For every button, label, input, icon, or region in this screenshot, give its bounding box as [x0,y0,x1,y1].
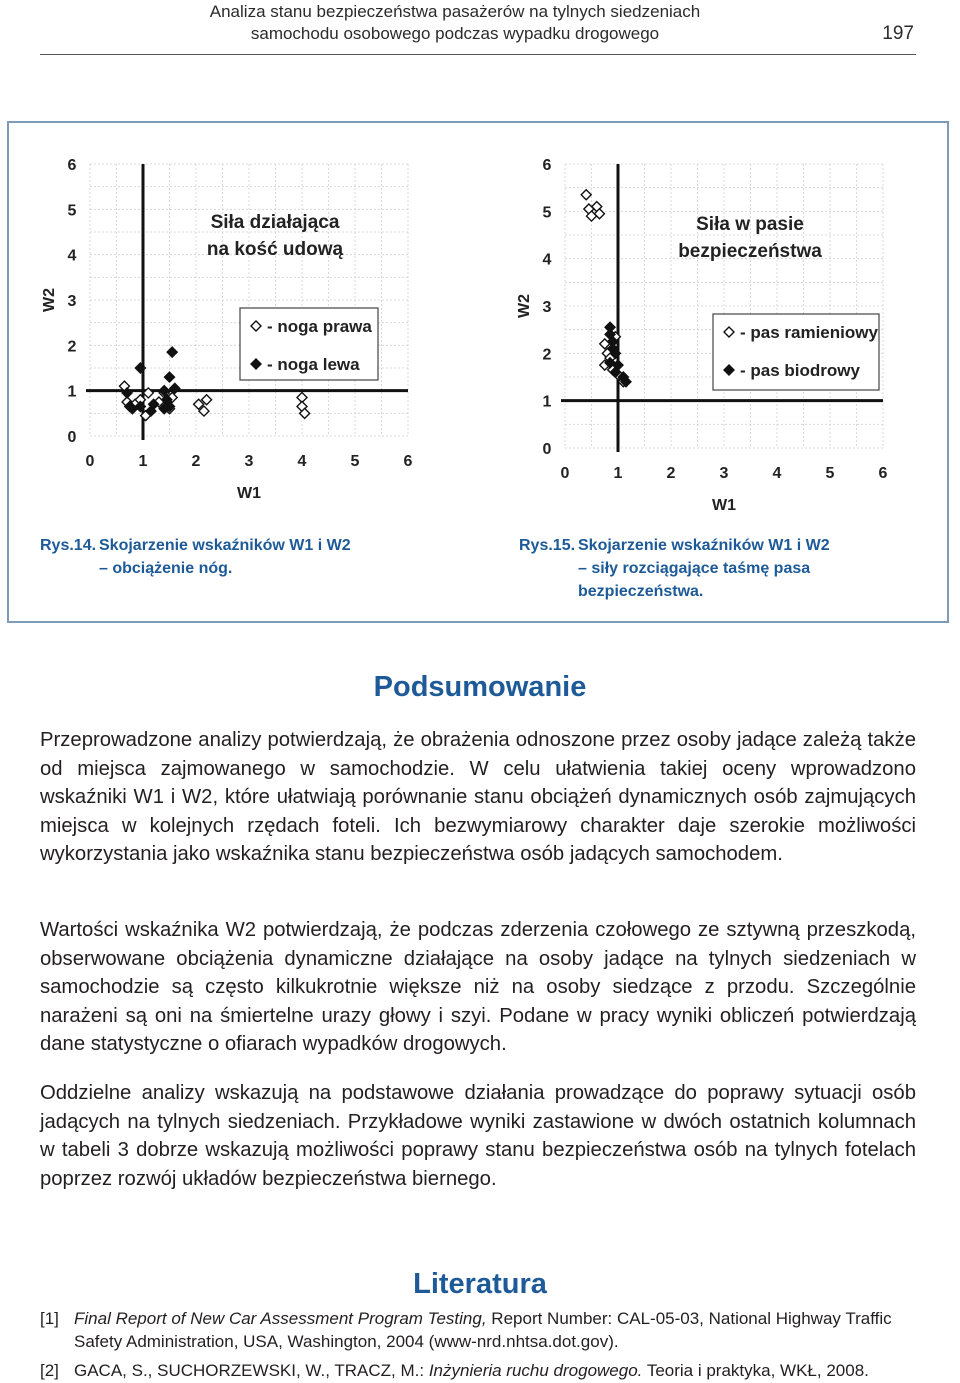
reference-details: Teoria i praktyka, WKŁ, 2008. [642,1361,869,1380]
x-tick-label: 4 [297,453,307,470]
caption-label: Rys.15. [519,537,576,554]
caption-line: Skojarzenie wskaźników W1 i W2 [99,537,351,554]
header-rule [40,54,916,55]
x-tick-label: 5 [825,465,835,482]
summary-paragraph-2: Wartości wskaźnika W2 potwierdzają, że podczas zderzenia czołowego ze sztywną przeszkodą, obserwowane obciążenia dynamiczne działające na osoby jadące na tylnych siedzeniach w samochodzie są często kilkukrotnie większe niż na osoby siedzące z przodu. Szczególnie narażeni są oni na śmiertelne urazy głowy i szyi. Podane w pracy wyniki obliczeń potwierdzają dane statystyczne o ofiarach wypadków drogowych. [40,919,916,1056]
chart-title: Siła działająca [210,212,340,233]
x-tick-label: 1 [138,453,148,470]
legend-label: - noga lewa [267,355,360,374]
reference-number: [1] [40,1309,59,1328]
x-tick-label: 6 [878,465,888,482]
reference-body [74,1307,920,1353]
y-tick-label: 0 [542,441,552,458]
summary-paragraph-3: Oddzielne analizy wskazują na podstawowe działania prowadzące do poprawy sytuacji osób jadących na tylnych siedzeniach. Przykładowe wyniki zastawione w dwóch ostatnich kolumnach w tabeli 3 dobrze wskazują możliwości poprawy stanu bezpieczeństwa osób na tylnych fotelach poprzez rozwój układów bezpieczeństwa biernego. [40,1082,916,1190]
chart-title: bezpieczeństwa [678,241,822,262]
x-tick-label: 3 [719,465,729,482]
x-tick-label: 2 [191,453,201,470]
x-tick-label: 0 [85,453,95,470]
y-tick-label: 3 [67,293,77,310]
reference-title: Inżynieria ruchu drogowego. [428,1361,643,1380]
x-tick-label: 1 [613,465,623,482]
y-tick-label: 6 [67,157,77,174]
caption-line: bezpieczeństwa. [578,583,704,600]
reference-body [74,1359,920,1382]
chart-leg-load [30,148,430,508]
reference-title: Final Report of New Car Assessment Program Testing, [74,1309,487,1328]
y-tick-label: 2 [542,346,552,364]
reference-number: [2] [40,1361,59,1380]
chart-title: na kość udową [206,239,344,260]
y-axis-label: W2 [516,294,533,318]
legend-label: - pas ramieniowy [740,323,878,342]
caption-line: – siły rozciągające taśmę pasa [578,560,811,577]
x-tick-label: 6 [403,453,413,470]
running-head [150,0,760,45]
y-tick-label: 1 [542,393,552,411]
y-tick-label: 5 [67,202,77,220]
x-tick-label: 5 [350,453,360,470]
running-title-line-2: samochodu osobowego podczas wypadku drogowego [250,24,660,43]
y-tick-label: 3 [542,299,552,316]
reference-details: Report Number: CAL-05-03, National Highway Traffic Safety Administration, USA, Washington, 2004 (www-nrd.nhtsa.dot.gov). [74,1309,892,1351]
caption-line: – obciążenie nóg. [99,560,233,577]
y-axis-label: W2 [41,288,58,312]
section-heading-literature: Literatura [413,1268,547,1300]
x-axis-label: W1 [237,485,261,502]
x-tick-label: 4 [772,465,782,482]
running-title-line-1: Analiza stanu bezpieczeństwa pasażerów na tylnych siedzeniach [209,2,701,21]
chart-title: Siła w pasie [696,214,804,235]
y-tick-label: 5 [542,204,552,222]
y-tick-label: 6 [542,157,552,174]
y-tick-label: 4 [542,251,552,269]
y-tick-label: 2 [67,338,77,356]
x-axis-label: W1 [712,497,736,514]
x-tick-label: 2 [666,465,676,482]
x-tick-label: 3 [244,453,254,470]
summary-paragraph-1: Przeprowadzone analizy potwierdzają, że obrażenia odnoszone przez osoby jadące zależą także od miejsca zajmowanego w samochodzie. W celu ułatwienia takiej oceny wprowadzono wskaźniki W1 i W2, które ułatwiają porównanie stanu obciążeń dynamicznych osób zajmujących miejsca w kolejnych rzędach foteli. Ich bezwymiarowy charakter daje szerokie możliwości wykorzystania jako wskaźnika stanu bezpieczeństwa osób jadących samochodem. [40,729,916,866]
reference-authors: GACA, S., SUCHORZEWSKI, W., TRACZ, M.: [74,1361,429,1380]
section-heading-summary: Podsumowanie [373,671,587,703]
y-tick-label: 1 [67,383,77,401]
legend-label: - pas biodrowy [740,361,860,380]
y-tick-label: 4 [67,247,77,265]
caption-line: Skojarzenie wskaźników W1 i W2 [578,537,830,554]
y-tick-label: 0 [67,429,77,446]
page-number: 197 [882,23,914,44]
chart-belt-force [505,148,905,514]
caption-label: Rys.14. [40,537,97,554]
x-tick-label: 0 [560,465,570,482]
legend-label: - noga prawa [267,317,372,336]
